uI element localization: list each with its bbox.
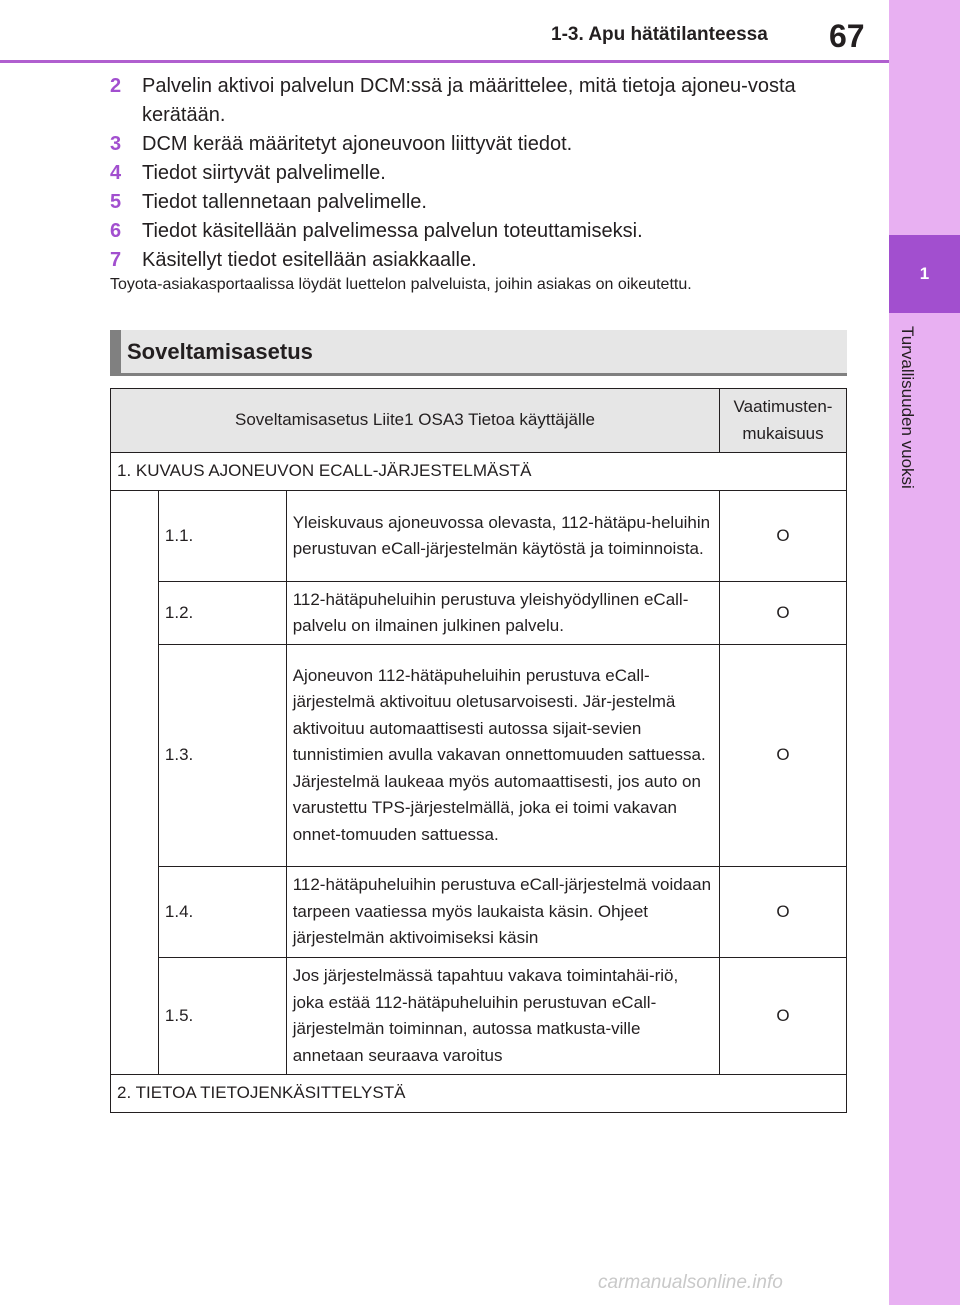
row-compliance: O <box>720 491 847 582</box>
section-row-description: 1. KUVAUS AJONEUVON ECALL-JÄRJESTELMÄSTÄ <box>111 453 847 491</box>
step-number: 3 <box>110 133 122 155</box>
portal-note: Toyota-asiakasportaalissa löydät luettelon palveluista, joihin asiakas on oikeutettu. <box>110 276 692 293</box>
row-compliance: O <box>720 582 847 645</box>
row-number: 1.3. <box>158 645 286 867</box>
step-number: 6 <box>110 220 122 242</box>
step-item <box>110 72 840 130</box>
table-row <box>111 582 847 645</box>
row-text: 112-hätäpuheluihin perustuva eCall-järjestelmä voidaan tarpeen vaatiessa myös laukaista käsin. Ohjeet järjestelmän aktivoimiseksi käsin <box>286 867 719 958</box>
section-title: Soveltamisasetus <box>127 339 313 364</box>
row-compliance: O <box>720 867 847 958</box>
table-row <box>111 491 847 582</box>
step-text: Palvelin aktivoi palvelun DCM:ssä ja määrittelee, mitä tietoja ajoneu-vosta kerätään. <box>142 75 796 126</box>
row-text: Jos järjestelmässä tapahtuu vakava toimintahäi-riö, joka estää 112-hätäpuheluihin perustuvan eCall-järjestelmän toiminnan, autossa matkusta-ville annetaan seuraava varoitus <box>286 958 719 1075</box>
section-heading: 1-3. Apu hätätilanteessa <box>551 24 768 45</box>
table-section-row <box>111 453 847 491</box>
step-list <box>110 72 840 275</box>
side-tab-band <box>889 0 960 1305</box>
table-row <box>111 867 847 958</box>
regulation-table <box>110 388 847 1113</box>
header-divider <box>0 60 890 63</box>
watermark: carmanualsonline.info <box>598 1272 783 1293</box>
step-number: 5 <box>110 191 122 213</box>
row-compliance: O <box>720 645 847 867</box>
table-header-row <box>111 389 847 453</box>
step-number: 4 <box>110 162 122 184</box>
row-number: 1.1. <box>158 491 286 582</box>
table-section-row <box>111 1075 847 1113</box>
row-number: 1.5. <box>158 958 286 1075</box>
row-compliance: O <box>720 958 847 1075</box>
section-header <box>110 330 847 376</box>
chapter-title: Turvallisuuden vuoksi <box>898 326 917 489</box>
step-item <box>110 159 840 188</box>
step-item <box>110 246 840 275</box>
table-row <box>111 645 847 867</box>
step-text: Tiedot tallennetaan palvelimelle. <box>142 191 427 213</box>
chapter-tab[interactable]: 1 <box>889 235 960 313</box>
section-row-processing: 2. TIETOA TIETOJENKÄSITTELYSTÄ <box>111 1075 847 1113</box>
row-text: Yleiskuvaus ajoneuvossa olevasta, 112-hätäpu-heluihin perustuvan eCall-järjestelmän käytöstä ja toiminnoista. <box>286 491 719 582</box>
step-text: Tiedot käsitellään palvelimessa palvelun toteuttamiseksi. <box>142 220 643 242</box>
step-number: 7 <box>110 249 122 271</box>
row-text: Ajoneuvon 112-hätäpuheluihin perustuva eCall-järjestelmä aktivoituu oletusarvoisesti. Jär-jestelmä aktivoituu automaattisesti autossa sijait-sevien tunnistimien avulla vakavan onnettomuuden sattuessa. Järjestelmä laukeaa myös automaattisesti, jos auto on varustettu TPS-järjestelmällä, joka ei toimi vakavan onnet-tomuuden sattuessa. <box>286 645 719 867</box>
indent-cell <box>111 491 159 1075</box>
step-number: 2 <box>110 75 122 97</box>
header-cell-compliance: Vaatimusten-mukaisuus <box>720 389 847 453</box>
section-accent <box>110 330 121 373</box>
row-text: 112-hätäpuheluihin perustuva yleishyödyllinen eCall-palvelu on ilmainen julkinen palvelu. <box>286 582 719 645</box>
step-item <box>110 188 840 217</box>
step-item <box>110 130 840 159</box>
table-row <box>111 958 847 1075</box>
row-number: 1.2. <box>158 582 286 645</box>
step-item <box>110 217 840 246</box>
step-text: Tiedot siirtyvät palvelimelle. <box>142 162 386 184</box>
page-number: 67 <box>829 18 865 54</box>
row-number: 1.4. <box>158 867 286 958</box>
step-text: Käsitellyt tiedot esitellään asiakkaalle. <box>142 249 477 271</box>
step-text: DCM kerää määritetyt ajoneuvoon liittyvät tiedot. <box>142 133 573 155</box>
header-cell-regulation: Soveltamisasetus Liite1 OSA3 Tietoa käyttäjälle <box>111 389 720 453</box>
